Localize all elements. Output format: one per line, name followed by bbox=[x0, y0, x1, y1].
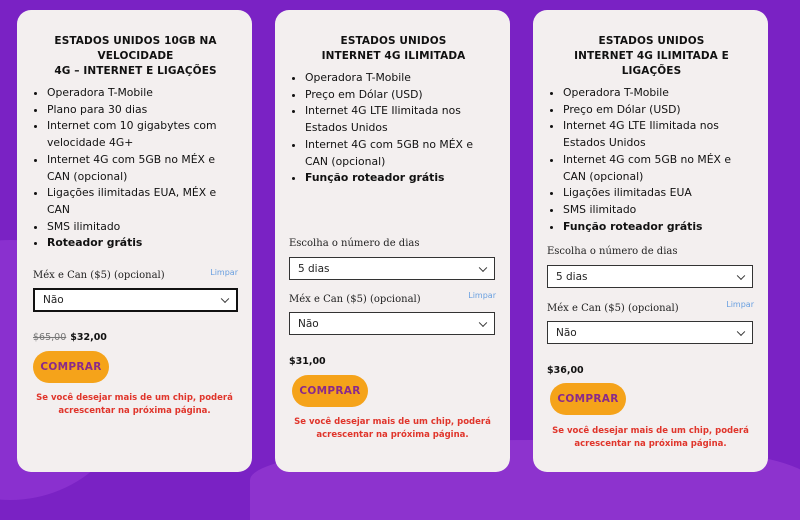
plan-title-line1: ESTADOS UNIDOS 10GB NA VELOCIDADE bbox=[54, 35, 217, 62]
addon-select[interactable] bbox=[33, 288, 238, 312]
chevron-down-icon bbox=[737, 327, 745, 335]
feature-item: • Internet 4G LTE Ilimitada nos Estados Unidos bbox=[305, 103, 496, 136]
note-line1: Se você desejar mais de um chip, poderá bbox=[294, 417, 491, 427]
addon-select[interactable] bbox=[289, 312, 495, 335]
chevron-down-icon bbox=[479, 318, 487, 326]
addon-select-value: Não bbox=[298, 317, 319, 330]
feature-item: • Internet 4G com 5GB no MÉX e CAN (opcional) bbox=[305, 137, 496, 170]
feature-item: • Roteador grátis bbox=[47, 235, 238, 252]
plan-title-line1: ESTADOS UNIDOS bbox=[340, 35, 447, 47]
feature-list bbox=[549, 85, 754, 235]
current-price: $36,00 bbox=[547, 365, 584, 376]
days-select[interactable] bbox=[547, 265, 753, 288]
addon-select-value: Não bbox=[43, 294, 64, 306]
feature-item: • Internet com 10 gigabytes com velocidade 4G+ bbox=[47, 118, 238, 151]
feature-item: • Função roteador grátis bbox=[563, 219, 754, 236]
plan-card-unlimited-calls bbox=[533, 10, 768, 472]
feature-list bbox=[33, 85, 238, 252]
feature-item: • Preço em Dólar (USD) bbox=[563, 102, 754, 119]
clear-link[interactable]: Limpar bbox=[726, 300, 754, 309]
plan-title bbox=[33, 34, 238, 79]
note-line2: acrescentar na próxima página. bbox=[574, 439, 727, 449]
plan-title bbox=[549, 34, 754, 79]
multi-chip-note bbox=[533, 425, 768, 451]
feature-item: • SMS ilimitado bbox=[47, 219, 238, 236]
feature-item: • Ligações ilimitadas EUA bbox=[563, 185, 754, 202]
chevron-down-icon bbox=[479, 263, 487, 271]
feature-item: • Plano para 30 dias bbox=[47, 102, 238, 119]
addon-label: Méx e Can ($5) (opcional) bbox=[547, 303, 679, 314]
feature-item: • Preço em Dólar (USD) bbox=[305, 87, 496, 104]
addon-label: Méx e Can ($5) (opcional) bbox=[33, 270, 165, 281]
addon-label: Méx e Can ($5) (opcional) bbox=[289, 294, 421, 305]
feature-item: • SMS ilimitado bbox=[563, 202, 754, 219]
days-select-value: 5 dias bbox=[556, 270, 588, 283]
feature-item: • Operadora T-Mobile bbox=[305, 70, 496, 87]
feature-list bbox=[291, 70, 496, 187]
clear-link[interactable]: Limpar bbox=[210, 268, 238, 277]
addon-select[interactable] bbox=[547, 321, 753, 344]
current-price: $32,00 bbox=[70, 332, 107, 343]
price bbox=[547, 365, 584, 376]
plan-title-line2: INTERNET 4G ILIMITADA bbox=[321, 50, 466, 62]
chevron-down-icon bbox=[737, 271, 745, 279]
days-select-value: 5 dias bbox=[298, 262, 330, 275]
days-label: Escolha o número de dias bbox=[547, 246, 678, 257]
old-price: $65,00 bbox=[33, 332, 67, 343]
price bbox=[33, 332, 107, 343]
chevron-down-icon bbox=[221, 295, 229, 303]
feature-item: • Função roteador grátis bbox=[305, 170, 496, 187]
clear-link[interactable]: Limpar bbox=[468, 291, 496, 300]
plan-card-unlimited bbox=[275, 10, 510, 472]
buy-button[interactable]: COMPRAR bbox=[292, 375, 368, 407]
feature-item: • Ligações ilimitadas EUA, MÉX e CAN bbox=[47, 185, 238, 218]
current-price: $31,00 bbox=[289, 356, 326, 367]
plan-title-line1: ESTADOS UNIDOS bbox=[598, 35, 705, 47]
note-line2: acrescentar na próxima página. bbox=[58, 406, 211, 416]
multi-chip-note bbox=[275, 416, 510, 442]
days-label: Escolha o número de dias bbox=[289, 238, 420, 249]
feature-item: • Operadora T-Mobile bbox=[563, 85, 754, 102]
plan-title-line2: 4G – INTERNET E LIGAÇÕES bbox=[54, 65, 217, 77]
plan-title-line2: INTERNET 4G ILIMITADA E LIGAÇÕES bbox=[574, 50, 729, 77]
feature-item: • Operadora T-Mobile bbox=[47, 85, 238, 102]
plan-card-10gb bbox=[17, 10, 252, 472]
price bbox=[289, 356, 326, 367]
feature-item: • Internet 4G LTE Ilimitada nos Estados Unidos bbox=[563, 118, 754, 151]
days-select[interactable] bbox=[289, 257, 495, 280]
note-line2: acrescentar na próxima página. bbox=[316, 430, 469, 440]
feature-item: • Internet 4G com 5GB no MÉX e CAN (opcional) bbox=[563, 152, 754, 185]
addon-select-value: Não bbox=[556, 326, 577, 339]
buy-button[interactable]: COMPRAR bbox=[33, 351, 109, 383]
feature-item: • Internet 4G com 5GB no MÉX e CAN (opcional) bbox=[47, 152, 238, 185]
note-line1: Se você desejar mais de um chip, poderá bbox=[552, 426, 749, 436]
buy-button[interactable]: COMPRAR bbox=[550, 383, 626, 415]
note-line1: Se você desejar mais de um chip, poderá bbox=[36, 393, 233, 403]
plan-title bbox=[291, 34, 496, 64]
multi-chip-note bbox=[17, 392, 252, 418]
